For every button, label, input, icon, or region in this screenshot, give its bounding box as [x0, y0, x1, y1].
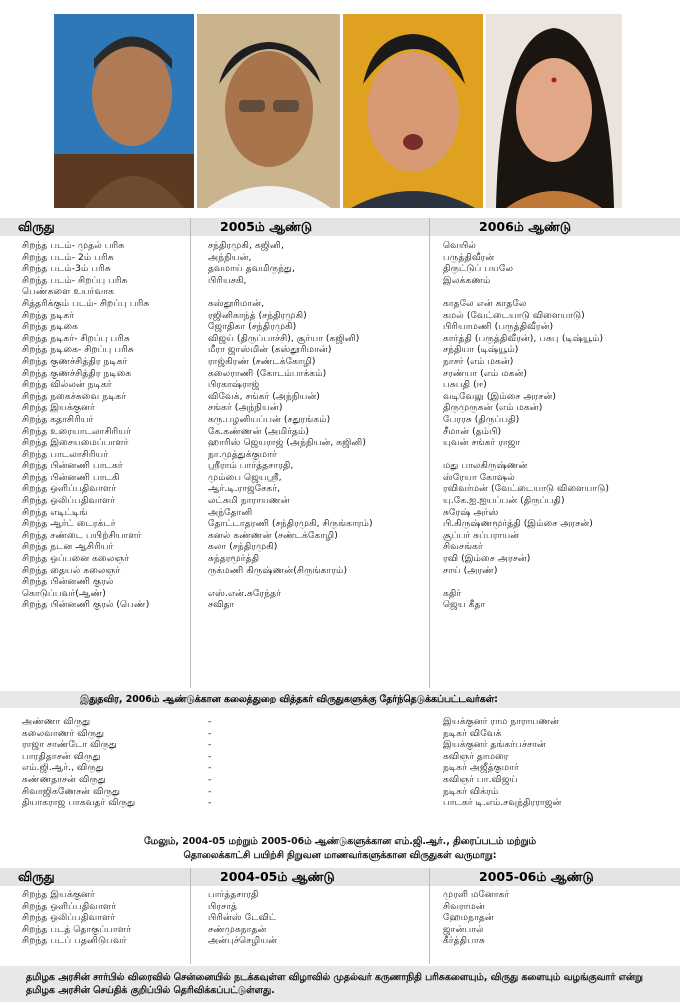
- winner-col-b: திருமுருகன் (எம் மகன்): [443, 402, 543, 414]
- award-name: பாரதிதாசன் விருது: [22, 750, 101, 762]
- award-name: சிறந்த படப் பதனிடுபவர்: [22, 935, 127, 947]
- award-row: [0, 599, 680, 611]
- photo-strip: [0, 0, 680, 210]
- winner-col-b: பிரியாமணி (பருத்திவீரன்): [443, 321, 554, 333]
- winner-col-a: ராஜ்கிரண் (சண்டக்கோழி): [208, 355, 316, 367]
- award-name: சிறந்த வில்லன் நடிகர்: [22, 379, 112, 391]
- winner-col-a: ரஜினிகாந்த் (சந்திரமுகி): [208, 309, 307, 321]
- winner-col-a: ஹாரிஸ் ஜெயராஜ் (அந்நியன், கஜினி): [208, 437, 366, 449]
- award-name: சிறந்த ஒளிப்பதிவாளர்: [22, 483, 116, 495]
- winner-col-a: பிரின்ஸ் டேவிட்: [208, 912, 277, 924]
- winner-col-a: -: [208, 739, 212, 751]
- header-year-2006: 2006ம் ஆண்டு: [479, 218, 572, 234]
- award-row: [0, 368, 680, 380]
- header2-award: விருது: [18, 868, 55, 884]
- award-name: சிறந்த கதாசிரியர்: [22, 413, 94, 425]
- award-name: சிறந்த இயக்குனர்: [22, 889, 95, 900]
- special-award-row: [0, 786, 680, 798]
- award-name: சிவாஜிகணேசன் விருது: [22, 785, 121, 797]
- winner-col-b: ஜான்பால்: [443, 923, 484, 935]
- winner-col-b: ரவி (இம்சை அரசன்): [443, 553, 531, 565]
- winner-col-b: இலக்கணம்: [443, 274, 491, 286]
- award-name: சிறந்த பாடலாசிரியர்: [22, 448, 109, 460]
- award-row: [0, 344, 680, 356]
- winner-col-b: இயக்குனர் ராம நாராயணன்: [443, 716, 560, 727]
- winner-col-a: எஸ்.என்.சுரேந்தர்: [208, 587, 281, 599]
- winner-col-b: காதலே என் காதலே: [443, 297, 527, 309]
- winner-col-b: கவிஞர் தாமரை: [443, 750, 509, 762]
- winner-col-a: பிரசாத்: [208, 900, 237, 912]
- winner-col-a: -: [208, 797, 212, 809]
- winner-col-a: நா.முத்துக்குமார்: [208, 448, 277, 460]
- award-name: சிறந்த நடிகர்: [22, 309, 75, 321]
- winner-col-a: தவமாய் தவமிருந்து,: [208, 263, 295, 275]
- award-name: சிறந்த ஒளிப்பதிவாளர்: [22, 900, 116, 912]
- winner-col-a: சவிதா: [208, 599, 235, 611]
- winner-col-a: விஜய் (திருப்பாச்சி), சூர்யா (கஜினி): [208, 332, 360, 344]
- award-name: சிறந்த நடிகை- சிறப்பு பரிசு: [22, 344, 134, 356]
- winner-col-a: ஜோதிகா (சந்திரமுகி): [208, 321, 297, 333]
- winner-col-a: கரு.பழனியப்பன் (சதுரங்கம்): [208, 413, 331, 425]
- award-name: சிறந்த குணச்சித்திர நடிகை: [22, 367, 132, 379]
- winner-col-b: ஸ்ரேயா கோஷல்: [443, 471, 515, 483]
- award-name: கண்ணதாசன் விருது: [22, 773, 106, 785]
- winner-col-b: கதிர்: [443, 587, 462, 599]
- winner-col-a: பிரகாஷ்ராஜ்: [208, 379, 260, 391]
- award-name: சிறந்த நடிகை: [22, 321, 79, 333]
- special-award-row: [0, 797, 680, 809]
- winner-col-a: தோட்டாதரணி (சந்திரமுகி, சிருங்காரம்): [208, 518, 373, 530]
- student-awards-note: [0, 835, 680, 863]
- winner-col-a: கனல் கண்ணன் (சண்டக்கோழி): [208, 529, 338, 541]
- table-header: [0, 218, 680, 236]
- winner-col-a: -: [208, 785, 212, 797]
- winner-col-a: அந்நியன்,: [208, 251, 252, 263]
- award-row: [0, 286, 680, 298]
- winner-col-a: -: [208, 750, 212, 762]
- award-name: சிறந்த பின்னணி பாடகர்: [22, 460, 123, 472]
- winner-col-b: பசுபதி (ஈ): [443, 379, 487, 391]
- special-award-row: [0, 739, 680, 751]
- award-row: [0, 356, 680, 368]
- award-row: [0, 333, 680, 345]
- footer-note: தமிழக அரசின் சார்பில் விரைவில் சென்னையில் நடக்கவுள்ள விழாவில் முதல்வர் கருணாநிதி பரிசுகளையும், விருது களையும் வழங்குவார் என்று தமிழக அரசின் செய்திக் குறிப்பில் தெரிவிக்கப்பட்டுள்ளது.: [0, 966, 680, 1002]
- column-divider: [190, 868, 191, 964]
- winner-col-a: சண்முகநாதன்: [208, 923, 267, 935]
- winner-col-b: சிவசங்கர்: [443, 541, 483, 553]
- winner-col-a: -: [208, 716, 212, 727]
- winner-col-b: கவிஞர் பா.விஜய்: [443, 773, 518, 785]
- award-name: சிறந்த இசையமைப்பாளர்: [22, 437, 129, 449]
- award-name: சிறந்த ஆர்ட் டைரக்டர்: [22, 518, 116, 530]
- award-name: சித்தரிக்கும் படம்- சிறப்பு பரிசு: [22, 297, 150, 309]
- award-row: [0, 240, 680, 252]
- award-row: [0, 541, 680, 553]
- student-award-row: [0, 889, 680, 901]
- award-name: சிறந்த ஒலிப்பதிவாளர்: [22, 495, 116, 507]
- winner-col-b: முரளி மனோகர்: [443, 889, 510, 900]
- special-award-row: [0, 774, 680, 786]
- award-row: [0, 518, 680, 530]
- award-row: [0, 507, 680, 519]
- award-name: சிறந்த நடிகர்- சிறப்பு பரிசு: [22, 332, 130, 344]
- award-name: சிறந்த படத் தொகுப்பாளர்: [22, 923, 131, 935]
- award-row: [0, 460, 680, 472]
- winner-col-b: சூப்பர் சுப்பராயன்: [443, 529, 520, 541]
- award-name: சிறந்த நடன ஆசிரியர்: [22, 541, 114, 553]
- student-awards-table: [0, 868, 680, 947]
- special-award-row: [0, 716, 680, 728]
- winner-col-a: -: [208, 773, 212, 785]
- award-row: [0, 252, 680, 264]
- winner-col-b: ஹேமநாதன்: [443, 912, 494, 924]
- note-line-2: தொலைக்காட்சி பயிற்சி நிறுவன மாணவர்களுக்கான விருதுகள் வருமாறு:: [183, 850, 497, 861]
- winner-col-a: கலைராணி (கோடம்பாக்கம்): [208, 367, 327, 379]
- winner-col-a: -: [208, 727, 212, 739]
- award-row: [0, 483, 680, 495]
- award-name: சிறந்த படம்- 2ம் பரிசு: [22, 251, 114, 263]
- award-name: கொடுப்பவர்(ஆண்): [22, 587, 106, 599]
- award-name: கலைவாணர் விருது: [22, 727, 105, 739]
- award-name: சிறந்த தையல் கலைஞர்: [22, 564, 121, 576]
- winner-col-a: -: [208, 762, 212, 774]
- winner-col-b: பாடகர் டி.எம்.சவுந்திரராஜன்: [443, 797, 562, 809]
- winner-col-a: சந்திரமுகி, கஜினி,: [208, 240, 284, 251]
- winner-col-a: விவேக், சங்கர் (அந்நியன்): [208, 390, 320, 402]
- winner-col-b: கார்த்தி (பருத்திவீரன்), பசுபு (டிஷ்யூம்): [443, 332, 604, 344]
- award-row: [0, 298, 680, 310]
- winner-col-b: சாய் (அரண்): [443, 564, 498, 576]
- award-name: சிறந்த சண்டை பயிற்சியாளர்: [22, 529, 142, 541]
- award-row: [0, 565, 680, 577]
- special-award-row: [0, 762, 680, 774]
- awards-2005-2006-table: [0, 218, 680, 611]
- award-name: ராஜா சாண்டோ விருது: [22, 739, 117, 751]
- award-row: [0, 426, 680, 438]
- winner-col-a: ருக்மணி கிருஷ்ணன்(சிருங்காரம்): [208, 564, 348, 576]
- winner-col-a: லட்சுமி நாராயணன்: [208, 495, 290, 507]
- winner-col-b: நடிகர் அஜீத்குமார்: [443, 762, 519, 774]
- winner-col-a: கே.கண்ணன் (அமிர்தம்): [208, 425, 310, 437]
- winner-col-b: இயக்குனர் தங்கர்பச்சான்: [443, 739, 546, 751]
- award-name: சிறந்த ஒலிப்பதிவாளர்: [22, 912, 116, 924]
- award-row: [0, 275, 680, 287]
- winner-col-b: சிவராமன்: [443, 900, 485, 912]
- winner-col-b: சீமான் (தம்பி): [443, 425, 502, 437]
- award-row: [0, 588, 680, 600]
- table-header-2: [0, 868, 680, 886]
- winner-col-a: பிரியசகி,: [208, 274, 247, 286]
- award-name: சிறந்த பின்னணி பாடகி: [22, 471, 120, 483]
- winner-col-a: ஸ்ரீராம் பார்த்தசாரதி,: [208, 460, 294, 472]
- award-row: [0, 530, 680, 542]
- special-awards-intro: இதுதவிர, 2006ம் ஆண்டுக்கான கலைத்துறை வித்தகர் விருதுகளுக்கு தேர்ந்தெடுக்கப்பட்டவர்கள்:: [0, 691, 680, 708]
- winner-col-a: கஸ்தூரிமான்,: [208, 297, 265, 309]
- award-name: அண்ணா விருது: [22, 716, 91, 727]
- special-award-row: [0, 751, 680, 763]
- award-row: [0, 553, 680, 565]
- column-divider: [190, 218, 191, 688]
- award-row: [0, 321, 680, 333]
- winner-col-b: மது பாலகிருஷ்ணன்: [443, 460, 528, 472]
- winner-col-b: வடிவேலு (இம்சை அரசன்): [443, 390, 556, 402]
- award-name: சிறந்த பின்னணி குரல்: [22, 576, 114, 588]
- column-divider: [429, 218, 430, 688]
- winner-col-b: பேரரசு (திருப்பதி): [443, 413, 520, 425]
- winner-col-b: நாசர் (எம் மகன்): [443, 355, 514, 367]
- special-award-row: [0, 728, 680, 740]
- winner-col-a: அன்புச்செழியன்: [208, 935, 278, 947]
- header-year-2005: 2005ம் ஆண்டு: [220, 218, 313, 234]
- award-row: [0, 263, 680, 275]
- portrait-photo-2: [197, 14, 340, 208]
- award-name: சிறந்த ஒப்பனை கலைஞர்: [22, 553, 130, 565]
- winner-col-b: ரவிவர்மன் (வேட்டையாடு விளையாடு): [443, 483, 609, 495]
- winner-col-a: சுந்தரமூர்த்தி: [208, 553, 260, 565]
- winner-col-b: கீர்த்திபாசு: [443, 935, 485, 947]
- award-row: [0, 437, 680, 449]
- award-name: சிறந்த எடிட்டிங்: [22, 506, 88, 518]
- award-name: சிறந்த படம்- சிறப்பு பரிசு: [22, 274, 128, 286]
- portrait-photo-4: [486, 14, 622, 208]
- winner-col-b: நடிகர் விக்ரம்: [443, 785, 499, 797]
- award-name: தியாகராஜ பாகவதர் விருது: [22, 797, 136, 809]
- award-row: [0, 449, 680, 461]
- winner-col-a: மீரா ஜாஸ்மின் (கஸ்தூரிமான்): [208, 344, 332, 356]
- award-row: [0, 402, 680, 414]
- award-row: [0, 414, 680, 426]
- winner-col-b: சரண்யா (எம் மகன்): [443, 367, 527, 379]
- winner-col-b: பருத்திவீரன்: [443, 251, 495, 263]
- award-row: [0, 472, 680, 484]
- winner-col-b: யு.கே.ஐ.ஐயப்பன் (திருப்பதி): [443, 495, 565, 507]
- winner-col-b: சுரேஷ் அர்ஸ்: [443, 506, 499, 518]
- header-award: விருது: [18, 218, 55, 234]
- award-name: சிறந்த பின்னணி குரல் (பெண்): [22, 599, 150, 611]
- award-row: [0, 310, 680, 322]
- winner-col-b: யுவன் சங்கர் ராஜா: [443, 437, 521, 449]
- header2-year-2004-05: 2004-05ம் ஆண்டு: [220, 868, 335, 884]
- award-row: [0, 495, 680, 507]
- award-name: சிறந்த உரையாடலாசிரியர்: [22, 425, 131, 437]
- award-name: சிறந்த படம்-3ம் பரிசு: [22, 263, 111, 275]
- winner-col-b: நடிகர் விவேக்: [443, 727, 502, 739]
- winner-col-b: கமல் (வேட்டையாடு விளையாடு): [443, 309, 585, 321]
- winner-col-b: திருட்டுப் பயலே: [443, 263, 514, 275]
- winner-col-b: சந்தியா (டிஷ்யூம்): [443, 344, 519, 356]
- award-name: சிறந்த படம்- முதல் பரிசு: [22, 240, 125, 251]
- winner-col-a: அந்தோனி: [208, 506, 253, 518]
- winner-col-a: கலா (சந்திரமுகி): [208, 541, 278, 553]
- award-name: சிறந்த குணச்சித்திர நடிகர்: [22, 355, 128, 367]
- student-award-row: [0, 924, 680, 936]
- student-award-row: [0, 935, 680, 947]
- award-name: சிறந்த நகைச்சுவை நடிகர்: [22, 390, 127, 402]
- award-name: எம்.ஜி.ஆர்., விருது: [22, 762, 104, 774]
- winner-col-a: ஆர்.டி.ராஜசேகர்,: [208, 483, 280, 495]
- portrait-photo-1: [54, 14, 194, 208]
- award-row: [0, 379, 680, 391]
- award-row: [0, 391, 680, 403]
- student-award-row: [0, 912, 680, 924]
- column-divider: [429, 868, 430, 964]
- header2-year-2005-06: 2005-06ம் ஆண்டு: [479, 868, 594, 884]
- note-line-1: மேலும், 2004-05 மற்றும் 2005-06ம் ஆண்டுகளுக்கான எம்.ஜி.ஆர்., திரைப்படம் மற்றும்: [144, 836, 536, 847]
- award-name: சிறந்த இயக்குனர்: [22, 402, 95, 414]
- winner-col-b: ஜெய கீதா: [443, 599, 486, 611]
- winner-col-a: சங்கர் (அந்நியன்): [208, 402, 283, 414]
- award-name: பெண்களை உயர்வாக: [22, 286, 114, 298]
- winner-col-b: பி.கிருஷ்ணமூர்த்தி (இம்சை அரசன்): [443, 518, 593, 530]
- award-row: [0, 576, 680, 588]
- student-award-row: [0, 901, 680, 913]
- winner-col-b: வெயில்: [443, 240, 476, 251]
- winner-col-a: பார்த்தசாரதி: [208, 889, 259, 900]
- winner-col-a: மும்பை ஜெயஸ்ரீ,: [208, 471, 282, 483]
- portrait-photo-3: [343, 14, 483, 208]
